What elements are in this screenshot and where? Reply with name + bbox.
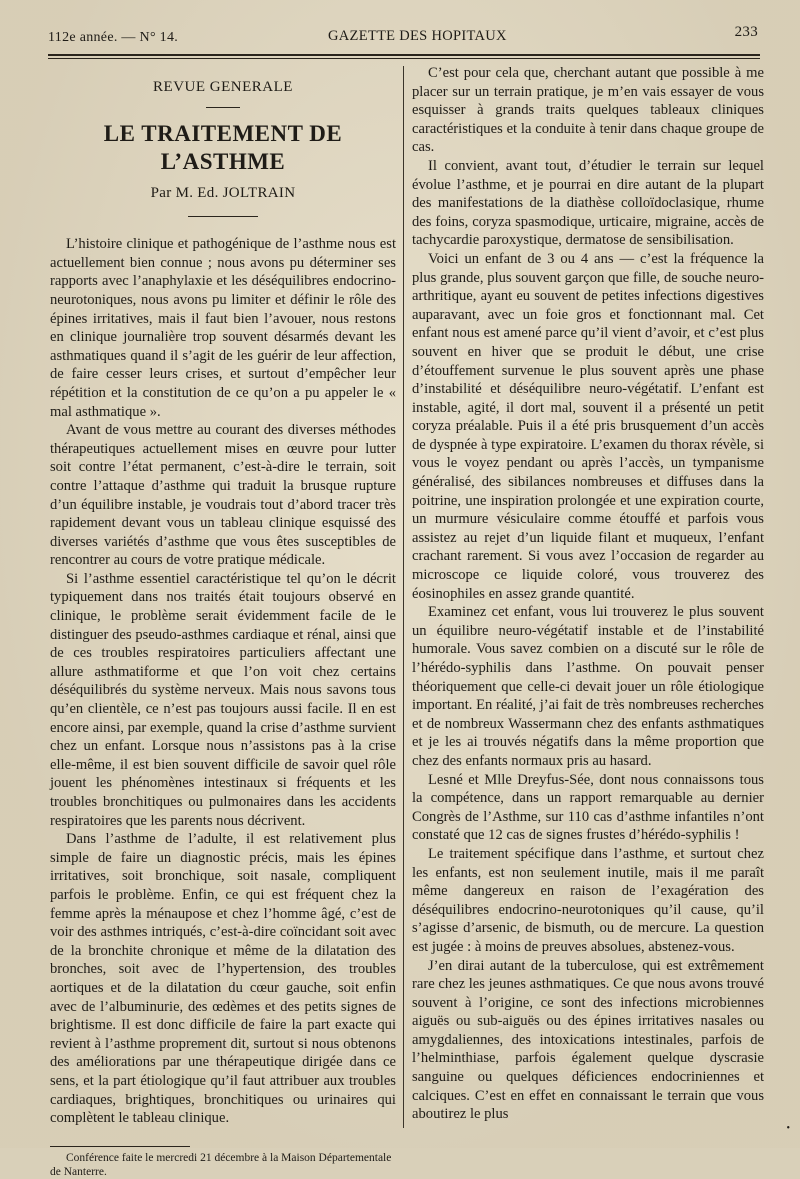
paragraph: J’en dirai autant de la tuberculose, qui est extrêmement rare chez les jeunes asthmatiques. Ce que nous avons trouvé souvent à l’origine, ce sont des infections microbiennes aiguës ou sub-aiguës ou des épines irritatives nasales ou amygdaliennes, des intoxications intestinales, parfois de l’helminthiase, parfois également quelque dyscrasie sanguine ou quelques déficiences endocriniennes et calciques. C’est en effet en connaissant le terrain que vous aboutirez le plus <box>412 957 764 1123</box>
title-divider <box>188 216 258 217</box>
paragraph: L’histoire clinique et pathogénique de l’asthme nous est actuellement bien connue ; nous avons pu déterminer ses rapports avec l’anaphylaxie et les déséquilibres endocrino-neurotoniques, nous avons pu limiter et définir le rôle des épines irritatives, mais il faut bien l’avouer, nous restons en clinique journalière trop souvent désarmés devant les asthmatiques quand il s’agit de les guérir de leur affection, de faire cesser leurs crises, et surtout d’empêcher leur répétition et la constitution de ce qu’on a pu appeler le « mal asthmatique ». <box>50 236 396 420</box>
journal-title: GAZETTE DES HOPITAUX <box>328 28 507 44</box>
page-number: 233 <box>734 24 758 40</box>
running-header <box>48 24 760 50</box>
paragraph: Le traitement spécifique dans l’asthme, et surtout chez les enfants, est non seulement inutile, mais il me paraît même dangereux en raison de l’exagération des déséquilibres endocrino-neurotoniques qu’il cause, qu’il s’agisse d’arsenic, de bismuth, ou de mercure. La question est jugée : à moins de preuves absolues, abstenez-vous. <box>412 845 764 955</box>
paragraph: Examinez cet enfant, vous lui trouverez le plus souvent un équilibre neuro-végétatif instable et de l’instabilité humorale. Vous savez combien on a discuté sur le rôle de l’hérédo-syphilis dans l’asthme. On pouvait penser théoriquement que celle-ci devait jouer un rôle étiologique important. En réalité, j’ai fait de très nombreuses recherches et de nombreux Wassermann chez des enfants asthmatiques et je les ai trouvés négatifs dans la même proportion que chez des enfants normaux pris au hasard. <box>412 604 764 769</box>
paragraph: Lesné et Mlle Dreyfus-Sée, dont nous connaissons tous la compétence, dans un rapport remarquable au dernier Congrès de l’Asthme, sur 110 cas d’asthme infantiles n’ont constaté que 12 cas de signes frustes d’hérédo-syphilis ! <box>412 771 764 844</box>
paragraph: Si l’asthme essentiel caractéristique tel qu’on le décrit typiquement dans nos traités était toujours observé en clinique, le problème serait évidemment facile de le distinguer des pseudo-asthmes cardiaque et rénal, ainsi que de ces troubles respiratoires particuliers affectant une allure asthmatiforme et que l’on voit chez certains déséquilibrés du système nerveux. Mais nous savons tous qu’en clientèle, ce n’est pas toujours aussi facile. Il en est encore ainsi, par exemple, quand la crise d’asthme survient chez un enfant. Lorsque nous n’assistons pas à la crise elle-même, il est bien souvent difficile de savoir quel rôle jouent les phénomènes intestinaux si fréquents et les troubles bronchitiques ou pulmonaires dans les accidents respiratoires que les parents nous décrivent. <box>50 570 396 829</box>
section-heading: REVUE GENERALE <box>153 79 293 95</box>
right-column <box>412 64 764 1124</box>
header-rule-thin <box>48 58 760 59</box>
footnote-divider <box>50 1146 190 1147</box>
paragraph: Il convient, avant tout, d’étudier le terrain sur lequel évolue l’asthme, et je pourrai en dire autant de la plupart des manifestations de la diathèse colloïdoclasique, rhume des foins, coryza spasmodique, urticaire, migraine, accès de tachycardie paroxystique, dermatose de sensibilisation. <box>412 157 764 249</box>
paragraph: Voici un enfant de 3 ou 4 ans — c’est la fréquence la plus grande, plus souvent garçon que fille, de souche neuro-arthritique, ayant eu souvent de petites infections digestives auparavant, avec un foie gros et fonctionnant mal. Cet enfant nous est amené parce qu’il vient d’avoir, et c’est plus souvent en hiver que se produit le début, une crise d’étouffement survenue le plus souvent après une phase d’instabilité et déséquilibre neuro-végétatif. L’enfant est instable, agité, il dort mal, souvent il a présenté un petit coryza préalable. Puis il a été pris brusquement d’un accès de dyspnée à type expiratoire. L’examen du thorax révèle, si vous le voyez pendant ou après l’accès, un tympanisme généralisé, des sibilances nombreuses et diffuses dans la poitrine, une inspiration prolongée et une expiration courte, un murmure vésiculaire comme étouffé et parfois vous assistez au rejet d’un liquide filant et muqueux, l’enfant crachant rarement. Si vous avez l’occasion de regarder au microscope ce liquide coloré, vous trouverez des éosinophiles en assez grande quantité. <box>412 250 764 602</box>
corner-mark: • <box>786 1123 790 1134</box>
footnote: Conférence faite le mercredi 21 décembre à la Maison Départementale de Nanterre. <box>50 1151 392 1178</box>
article-author: Par M. Ed. JOLTRAIN <box>150 184 296 201</box>
header-rule-thick <box>48 54 760 56</box>
paragraph: Avant de vous mettre au courant des diverses méthodes thérapeutiques actuellement mises en œuvre pour lutter soit contre l’état permanent, c’est-à-dire le terrain, soit contre l’attaque d’asthme qui traduit la brusque rupture d’un équilibre instable, je voudrais tout d’abord tracer très rapidement devant vous un tableau clinique esquissé des diverses variétés d’asthme que vous êtes susceptibles de rencontrer au cours de votre pratique médicale. <box>50 422 396 569</box>
left-column <box>50 66 396 1179</box>
section-divider <box>206 107 240 108</box>
paragraph: Dans l’asthme de l’adulte, il est relativement plus simple de faire un diagnostic précis, mais les épines irritatives, soit bronchique, soit nasale, compliquent parfois le problème. Enfin, ce qui est fréquent chez la femme après la ménaupose et chez l’homme âgé, c’est de voir des asthmes intriqués, c’est-à-dire coïncidant soit avec de la bronchite chronique et même de la dilatation des bronches, soit avec de l’hypertension, des troubles aortiques et de la dilatation du cœur gauche, soit enfin avec de l’albuminurie, des œdèmes et des petits signes de brightisme. Il est donc difficile de faire la part exacte qui revient à l’asthme proprement dit, surtout si nous obtenons des améliorations par une thérapeutique dirigée dans ce sens, et la part étiologique qu’il faut attribuer aux troubles cardiaques, brightiques, bronchitiques ou urinaires qui complètent le tableau clinique. <box>50 831 396 1127</box>
column-divider <box>403 66 404 1128</box>
paragraph: C’est pour cela que, cherchant autant que possible à me placer sur un terrain pratique, je m’en vais essayer de vous esquisser à grands traits quelques tableaux cliniques caractéristiques et la conduite à tenir dans chaque groupe de cas. <box>412 65 764 156</box>
article-title: LE TRAITEMENT DE L’ASTHME <box>103 120 343 174</box>
issue-info: 112e année. — N° 14. <box>48 30 179 45</box>
